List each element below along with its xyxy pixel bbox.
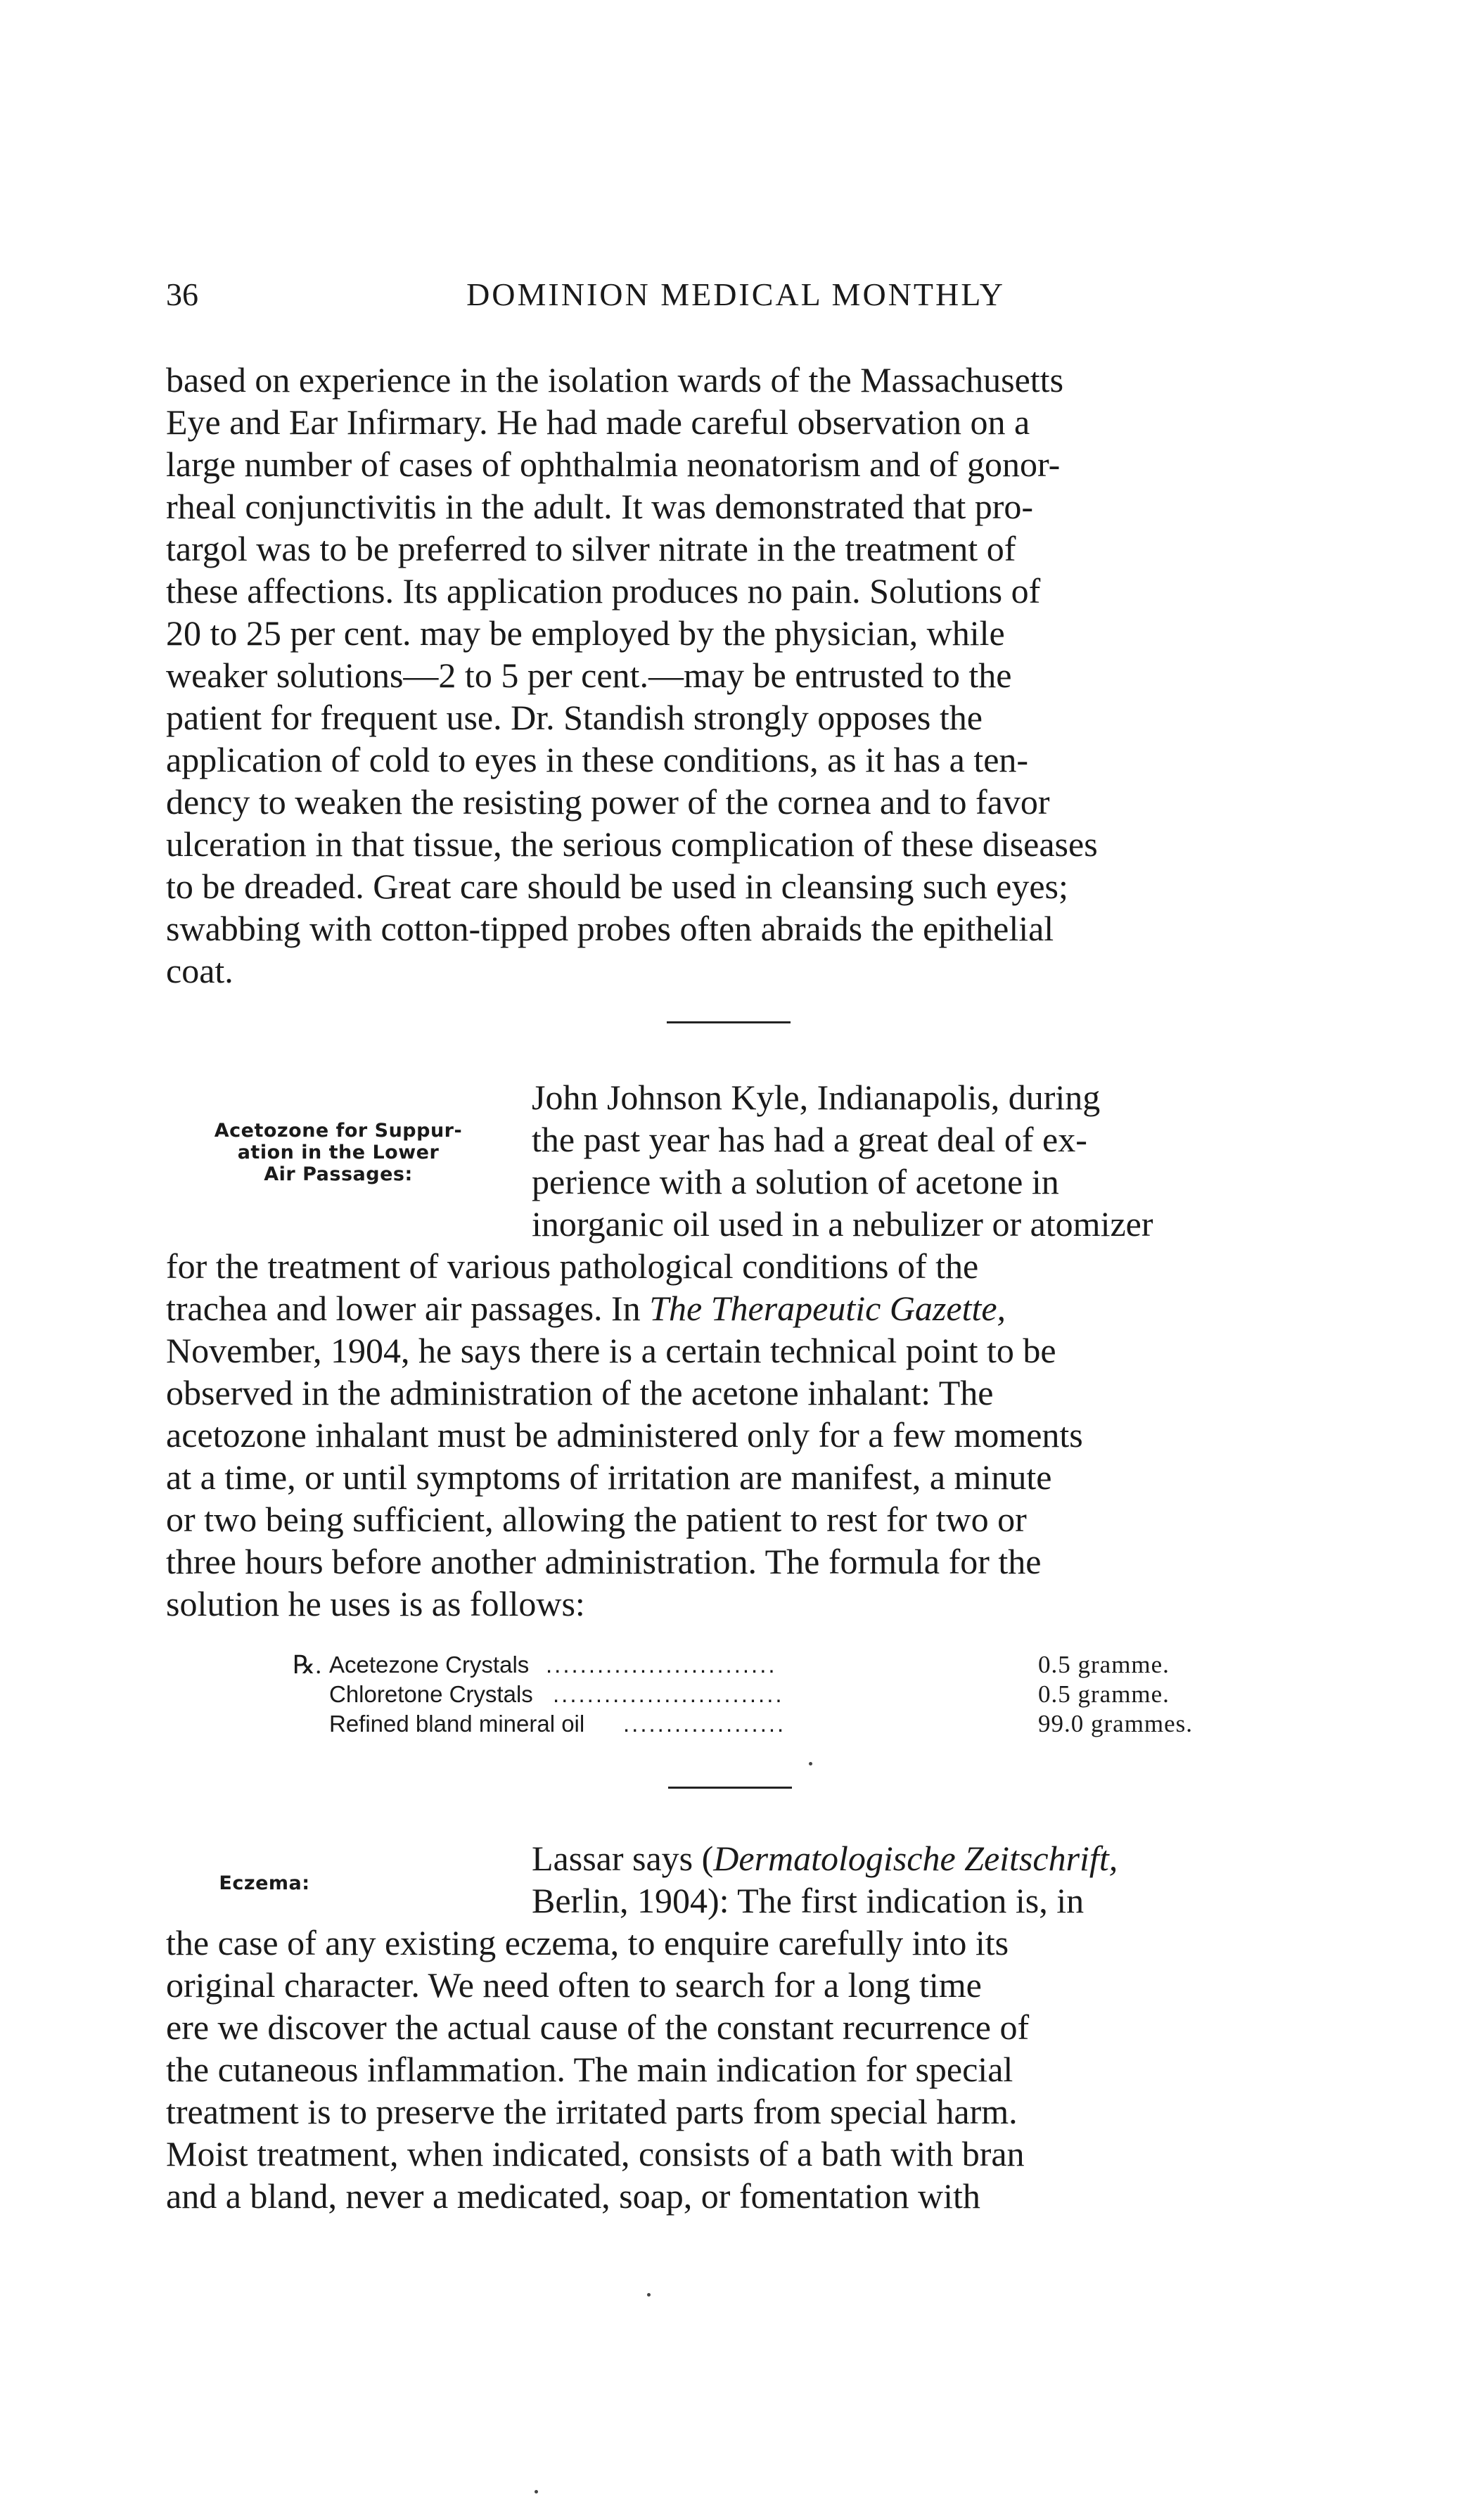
text-line — [166, 1287, 1305, 1329]
leader-dots: ........................... — [546, 1652, 777, 1678]
text-line: application of cold to eyes in these conditions, as it has a ten- — [166, 740, 1029, 779]
text-line: for the treatment of various pathological conditions of the — [166, 1246, 979, 1286]
text-line: inorganic oil used in a nebulizer or atomizer — [532, 1204, 1153, 1244]
text-line: ere we discover the actual cause of the constant recurrence of — [166, 2007, 1030, 2047]
text-line: based on experience in the isolation wards of the Massachusetts — [166, 360, 1064, 400]
text-line: weaker solutions—2 to 5 per cent.—may be entrusted to the — [166, 656, 1012, 695]
text-line: at a time, or until symptoms of irritation are manifest, a minute — [166, 1457, 1052, 1497]
journal-title: Dermatologische Zeitschrift, — [713, 1839, 1118, 1878]
text-line: original character. We need often to search for a long time — [166, 1965, 982, 2005]
text-line: treatment is to preserve the irritated parts from special harm. — [166, 2092, 1018, 2131]
formula-row — [166, 1709, 1305, 1739]
text-span: Lassar says ( — [532, 1839, 714, 1878]
text-line: acetozone inhalant must be administered only for a few moments — [166, 1415, 1083, 1455]
text-line: solution he uses is as follows: — [166, 1584, 585, 1623]
ingredient-name: Acetezone Crystals — [329, 1652, 530, 1678]
page-number: 36 — [166, 276, 198, 312]
text-line: targol was to be preferred to silver nitrate in the treatment of — [166, 529, 1016, 568]
formula-row — [166, 1680, 1305, 1709]
text-line: November, 1904, he says there is a certain technical point to be — [166, 1331, 1056, 1370]
text-line: the cutaneous inflammation. The main indication for special — [166, 2050, 1013, 2089]
page-header — [166, 276, 1305, 325]
eczema-text — [166, 1837, 1305, 2217]
side-heading-eczema: Eczema: — [219, 1872, 310, 1894]
text-line: ulceration in that tissue, the serious complication of these diseases — [166, 824, 1098, 864]
prescription-formula — [166, 1650, 1305, 1739]
text-line: patient for frequent use. Dr. Standish strongly opposes the — [166, 698, 983, 737]
leader-dots: ........................... — [553, 1681, 784, 1707]
text-line: Moist treatment, when indicated, consists of a bath with bran — [166, 2134, 1025, 2173]
text-line: John Johnson Kyle, Indianapolis, during — [532, 1078, 1101, 1117]
text-line: these affections. Its application produces no pain. Solutions of — [166, 571, 1041, 611]
text-line: swabbing with cotton-tipped probes often abraids the epithelial — [166, 909, 1054, 948]
paragraph-protargol — [166, 359, 1305, 992]
ingredient-amount: 99.0 grammes. — [1038, 1710, 1194, 1737]
text-line: and a bland, never a medicated, soap, or fomentation with — [166, 2176, 980, 2216]
section-eczema — [166, 1837, 1305, 2217]
text-line — [532, 1837, 1305, 1879]
side-heading-line: Acetozone for Suppur- — [214, 1120, 463, 1142]
leader-dots: ................... — [623, 1711, 786, 1737]
text-span: trachea and lower air passages. In — [166, 1289, 650, 1328]
section-acetozone — [166, 1076, 1305, 1737]
text-line: the case of any existing eczema, to enquire carefully into its — [166, 1923, 1009, 1962]
text-line: to be dreaded. Great care should be used in cleansing such eyes; — [166, 867, 1068, 906]
ingredient-amount: 0.5 gramme. — [1038, 1680, 1170, 1708]
text-line: dency to weaken the resisting power of the cornea and to favor — [166, 782, 1050, 822]
print-speck — [535, 2490, 538, 2493]
text-line: rheal conjunctivitis in the adult. It was demonstrated that pro- — [166, 487, 1034, 526]
text-line: Eye and Ear Infirmary. He had made careful observation on a — [166, 402, 1030, 442]
journal-title: The Therapeutic Gazette, — [649, 1289, 1006, 1328]
ingredient-name: Chloretone Crystals — [329, 1681, 533, 1707]
ingredient-amount: 0.5 gramme. — [1038, 1651, 1170, 1678]
side-heading-acetozone — [166, 1120, 511, 1185]
text-line: Berlin, 1904): The first indication is, in — [532, 1881, 1085, 1920]
text-line: observed in the administration of the acetone inhalant: The — [166, 1373, 994, 1412]
formula-row — [166, 1650, 1305, 1680]
text-line: the past year has had a great deal of ex- — [532, 1120, 1087, 1159]
text-line: large number of cases of ophthalmia neonatorism and of gonor- — [166, 445, 1061, 484]
text-line: perience with a solution of acetone in — [532, 1162, 1059, 1201]
section-divider — [668, 1787, 792, 1789]
side-heading-line: Air Passages: — [264, 1163, 413, 1185]
text-line: 20 to 25 per cent. may be employed by the physician, while — [166, 613, 1005, 653]
text-line: three hours before another administration. The formula for the — [166, 1542, 1042, 1581]
print-speck — [809, 1762, 812, 1765]
print-speck — [647, 2293, 651, 2297]
running-title: DOMINION MEDICAL MONTHLY — [466, 276, 1005, 312]
rx-symbol: ℞. — [293, 1651, 322, 1679]
text-line: or two being sufficient, allowing the patient to rest for two or — [166, 1500, 1027, 1539]
text-line: coat. — [166, 951, 234, 990]
section-divider — [667, 1021, 791, 1023]
side-heading-line: ation in the Lower — [237, 1142, 440, 1163]
ingredient-name: Refined bland mineral oil — [329, 1711, 585, 1737]
